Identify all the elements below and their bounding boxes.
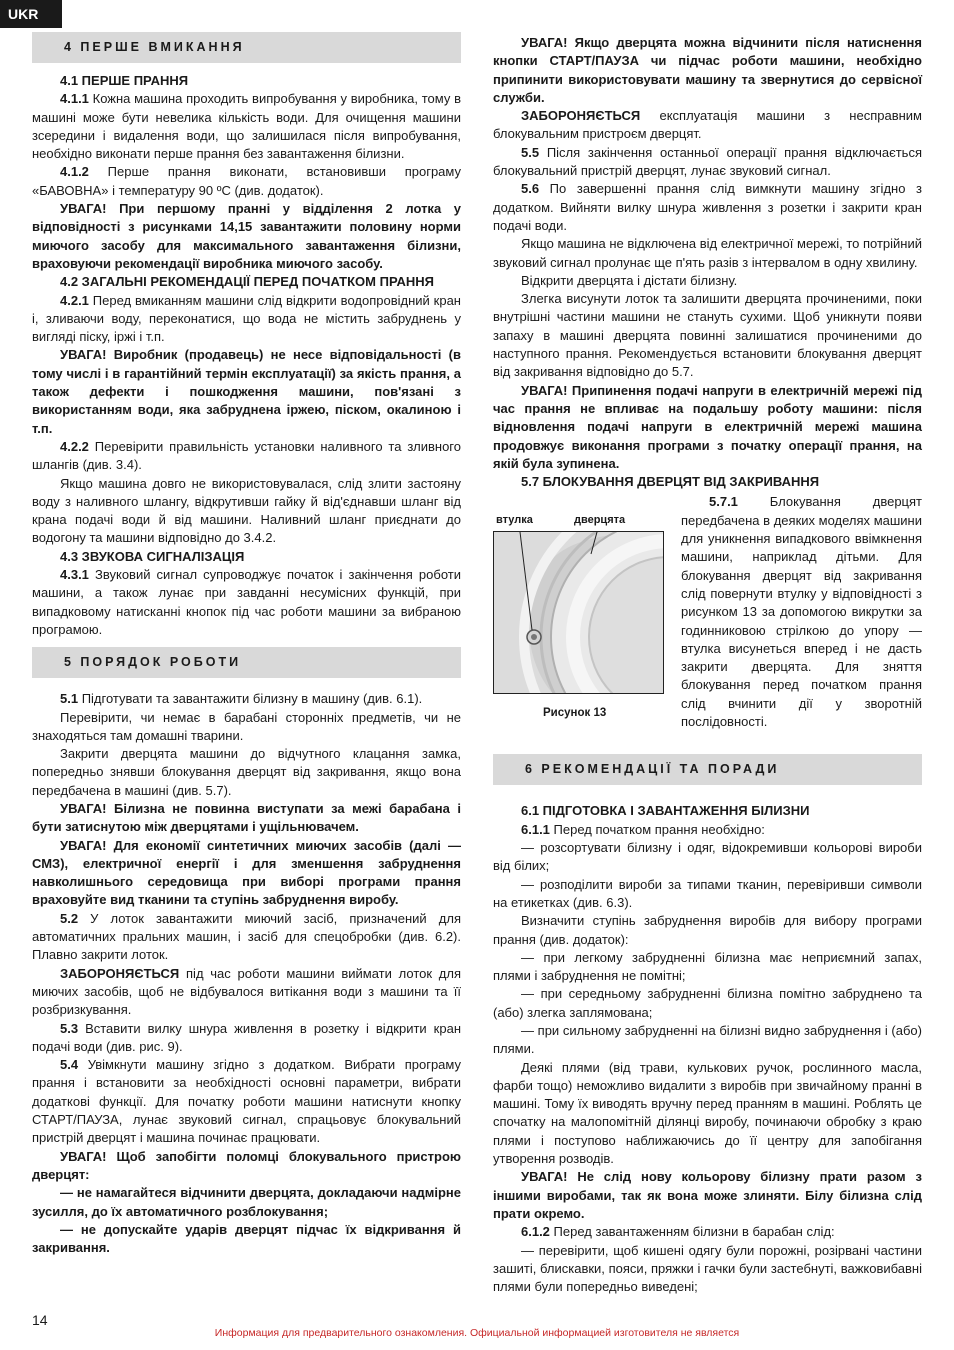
para-text: Кожна машина проходить випробування у виробника, тому в машині може бути невелика кількість води. Для очищення машини зсередини і видалення води, що залишилася після випробування, необхідно виконати перше прання без завантаження білизни. — [32, 91, 461, 162]
clause-number: 4.1.1 — [60, 91, 89, 107]
para-6-1-1 — [493, 821, 922, 839]
para-text: Увімкнути машину згідно з додатком. Вибрати програму прання і встановити за необхідності основні параметри, вибрати додаткові функції. Для початку роботи машини натиснути кнопку СТАРТ/ПАУЗА, лунає звуковий сигнал, спрацьовує блокувальний пристрій дверцят і машина починає працювати. — [32, 1057, 461, 1146]
clause-number: 4.2.2 — [60, 438, 89, 454]
heading-4-3: 4.3 ЗВУКОВА СИГНАЛІЗАЦІЯ — [60, 548, 245, 564]
para-6-1-2 — [493, 1223, 922, 1241]
warning-door-opens: УВАГА! Якщо дверцята можна відчинити після натиснення кнопки СТАРТ/ПАУЗА чи підчас роботи машини, необхідно припинити використовувати машину та звернутися до сервісної служби. — [493, 35, 922, 105]
figure-13-caption: Рисунок 13 — [543, 707, 607, 720]
warning-laundry-drum: УВАГА! Білизна не повинна виступати за межі барабана і бути затиснутою між дверцятами і ущільнювачем. — [32, 800, 461, 835]
warning-lock-item-force: — не намагайтеся відчинити дверцята, докладаючи надмірне зусилля, до їх автоматичного розблокування; — [32, 1185, 461, 1219]
para-5-2 — [32, 910, 461, 965]
para-text: Блокування дверцят передбачена в деяких моделях машини для уникнення випадкового ввімкнення машини, наприклад дітьми. Для блокування дверцят від закривання слід повернути втулку у відповідності з рисунком 13 за допомогою викрутки за годинниковою стрілкою до упору — втулка висунеться вперед і не дасть закрити дверцята. Для зняття блокування перед початком прання слід вчинити дії у зворотній послідовності. — [681, 494, 922, 729]
para-5-7-1 — [681, 493, 922, 731]
clause-number: 5.2 — [60, 910, 79, 926]
warning-colored-laundry: УВАГА! Не слід нову кольорову білизну прати разом з іншими виробами, так як вона може злиняти. Білу білизна слід прати окремо. — [493, 1169, 922, 1221]
list-item-sort: — розсортувати білизну і одяг, відокремивши кольорові вироби від білих; — [493, 840, 922, 874]
para-text: Підготувати та завантажити білизну в машину (див. 6.1). — [78, 691, 423, 707]
para-5-5 — [493, 144, 922, 181]
clause-number: 4.2.1 — [60, 292, 89, 308]
para-text: Перше прання виконати, встановивши програму «БАВОВНА» і температуру 90 ºС (див. додаток). — [32, 164, 461, 198]
section-4-title: 4 ПЕРШЕ ВМИКАННЯ — [32, 32, 461, 63]
door-lock-photo — [493, 531, 664, 694]
para-text: експлуатація машини з несправним блокувальним пристроєм дверцят. — [493, 108, 922, 142]
para-text: По завершенні прання слід вимкнути машину згідно з додатком. Вийняти вилку шнура живлення з розетки і закрити кран подачі води. — [493, 181, 922, 233]
para-text: Перед вмиканням машини слід відкрити водопровідний кран і, зливаючи воду, переконатися, що вода не містить забруднень у вигляді піску, іржі і т.п. — [32, 292, 461, 345]
warning-lock-device: УВАГА! Щоб запобігти поломці блокувального пристрою дверцят: — [32, 1148, 461, 1182]
para-text: Звуковий сигнал супроводжує початок і закінчення роботи машини, а також лунає при завданні несумісних функцій, при випадковому натисканні кнопок під час роботи машини за вибраною програмою. — [32, 567, 461, 637]
para-5-2-forbidden — [32, 965, 461, 1020]
list-item-light-soil: — при легкому забрудненні білизна має неприємний запах, плями і забруднення не помітні; — [493, 949, 922, 984]
right-column — [493, 34, 922, 1296]
footer-disclaimer: Информация для предварительного ознакомления. Официальной информацией изготовителя не является — [214, 1327, 740, 1339]
warning-first-wash: УВАГА! При першому пранні у відділення 2 лотка у відповідності з рисунками 14,15 завантажити половину норми миючого засобу для максимального завантаження білизни, враховуючи рекомендації виробника миючого засобу. — [32, 201, 461, 271]
figure-label-sleeve: втулка — [496, 514, 533, 527]
para-5-6-dry: Злегка висунути лоток та залишити дверцята прочиненими, поки внутрішні частини машини не стануть сухими. Щоб уникнути появи запаху в машині дверцята повинні залишатися прочиненими до наступного прання. Рекомендується встановити блокування дверцят від закривання відповідно до 5.7. — [493, 291, 922, 380]
clause-number: 5.1 — [60, 691, 79, 707]
list-item-fabric: — розподілити вироби за типами тканин, перевіривши символи на етикетках (див. 6.3). — [493, 876, 922, 910]
para-text: Вставити вилку шнура живлення в розетку і відкрити кран подачі води (див. рис. 9). — [32, 1020, 461, 1054]
clause-number: 6.1.1 — [521, 821, 550, 837]
para-5-1-check: Перевірити, чи немає в барабані сторонніх предметів, чи не знаходяться там домашні тварини. — [32, 709, 461, 743]
clause-number: 4.1.2 — [60, 164, 89, 180]
clause-number: 4.3.1 — [60, 567, 89, 583]
para-text: Після закінчення останньої операції прання відключається блокувальний пристрій дверцят, лунає звуковий сигнал. — [493, 144, 922, 179]
warning-lock-item-impact: — не допускайте ударів дверцят підчас їх відкривання й закривання. — [32, 1221, 461, 1256]
clause-number: 5.6 — [521, 181, 540, 197]
para-5-6-signal: Якщо машина не відключена від електричної мережі, то потрійний звуковий сигнал пролунає ще п'ять разів з інтервалом в одну хвилину. — [493, 236, 922, 270]
page-number: 14 — [32, 1312, 48, 1328]
para-4-2-2-hose: Якщо машина довго не використовувалася, слід злити застояну воду з наливного шлангу, відкрутивши гайку й від'єднавши шланг від крана подачі води й від машини. Наливний шланг приєднати до водогону та машини відповідно до 3.4.2. — [32, 475, 461, 546]
para-5-1 — [32, 690, 461, 708]
heading-5-7: 5.7 БЛОКУВАННЯ ДВЕРЦЯТ ВІД ЗАКРИВАННЯ — [521, 474, 820, 490]
language-tab: UKR — [0, 0, 62, 28]
heading-6-1: 6.1 ПІДГОТОВКА І ЗАВАНТАЖЕННЯ БІЛИЗНИ — [521, 803, 810, 819]
para-4-1-1 — [32, 90, 461, 163]
para-4-2-2 — [32, 438, 461, 475]
clause-number: 5.7.1 — [709, 494, 738, 510]
para-text: Перед початком прання необхідно: — [549, 821, 765, 837]
section-5-title: 5 ПОРЯДОК РОБОТИ — [32, 647, 461, 678]
list-item-pockets: — перевірити, щоб кишені одягу були порожні, розірвані частини зашиті, блискавки, пояси, пряжки і гачки були застебнуті, важковибавні плями були попередньо виведені; — [493, 1242, 922, 1295]
para-text: У лоток завантажити миючий засіб, призначений для автоматичних пральних машин, і засіб для спецобробки (див. 6.2). Плавно закрити лоток. — [32, 910, 461, 963]
figure-label-door: дверцята — [574, 514, 626, 527]
section-6-title: 6 РЕКОМЕНДАЦІЇ ТА ПОРАДИ — [493, 754, 922, 785]
clause-number: 5.3 — [60, 1020, 79, 1036]
heading-4-2: 4.2 ЗАГАЛЬНІ РЕКОМЕНДАЦІЇ ПЕРЕД ПОЧАТКОМ ПРАННЯ — [60, 274, 434, 290]
para-text: під час роботи машини виймати лоток для миючих засобів, щоб не відбувалося витікання води з машини та її розбризкування. — [32, 965, 461, 1018]
forbidden-lead: ЗАБОРОНЯЄТЬСЯ — [521, 108, 641, 124]
para-text: Перед завантаженням білизни в барабан слід: — [549, 1224, 835, 1240]
heading-4-1: 4.1 ПЕРШЕ ПРАННЯ — [60, 73, 189, 88]
list-item-medium-soil: — при середньому забрудненні білизна помітно забруднено та (або) злегка заплямована; — [493, 986, 922, 1020]
warning-economy: УВАГА! Для економії синтетичних миючих засобів (далі — СМЗ), електричної енергії і для зменшення забруднення навколишнього середовища при виборі програми прання враховуйте вид тканини та ступінь забруднення виробу. — [32, 837, 461, 908]
para-forbidden-operation — [493, 107, 922, 144]
clause-number: 5.4 — [60, 1057, 79, 1073]
para-5-3 — [32, 1020, 461, 1057]
para-6-1-1-soil: Визначити ступінь забруднення виробів для вибору програми прання (див. додаток): — [493, 913, 922, 947]
para-4-1-2 — [32, 163, 461, 200]
warning-power-outage: УВАГА! Припинення подачі напруги в електричній мережі під час прання не впливає на подальшу роботу машини: після відновлення подачі напруги в електричній мережі машина продовжує виконання програми з початку операції прання, на якій була зупинена. — [493, 382, 922, 471]
para-5-6 — [493, 180, 922, 235]
door-lock-illustration — [494, 532, 664, 694]
left-column — [32, 32, 461, 1257]
forbidden-lead: ЗАБОРОНЯЄТЬСЯ — [60, 965, 180, 981]
clause-number: 6.1.2 — [521, 1224, 550, 1240]
para-6-1-1-stains: Деякі плями (від трави, кулькових ручок, рослинного масла, фарби тощо) неможливо видалити з виробів при звичайному пранні в машині. Тому їх виводять вручну перед пранням в машині. Роблять це спочатку на малопомітній ділянці виробу, починаючи обробку з краю плями і поступово наближаючись до її центру для запобігання утворення розводів. — [493, 1059, 922, 1167]
list-item-heavy-soil: — при сильному забрудненні на білизні видно забруднення і (або) плями. — [493, 1022, 922, 1057]
para-4-3-1 — [32, 566, 461, 639]
para-5-6-open: Відкрити дверцята і дістати білизну. — [521, 272, 738, 288]
figure-13-block — [493, 493, 922, 738]
clause-number: 5.5 — [521, 144, 540, 160]
para-5-1-close: Закрити дверцята машини до відчутного клацання замка, попередньо знявши блокування дверцят від закривання, якщо вона передбачена в машині (див. 5.7). — [32, 746, 461, 798]
para-4-2-1 — [32, 292, 461, 347]
para-5-4 — [32, 1056, 461, 1147]
warning-water-quality: УВАГА! Виробник (продавець) не несе відповідальності (в тому числі і в гарантійний термін експлуатації) за якість прання, а також дефекти і пошкодження машини, пов'язані з використанням води, яка забруднена іржею, піском, окалиною і т.п. — [32, 347, 461, 436]
para-text: Перевірити правильність установки наливного та зливного шлангів (див. 3.4). — [32, 438, 461, 473]
